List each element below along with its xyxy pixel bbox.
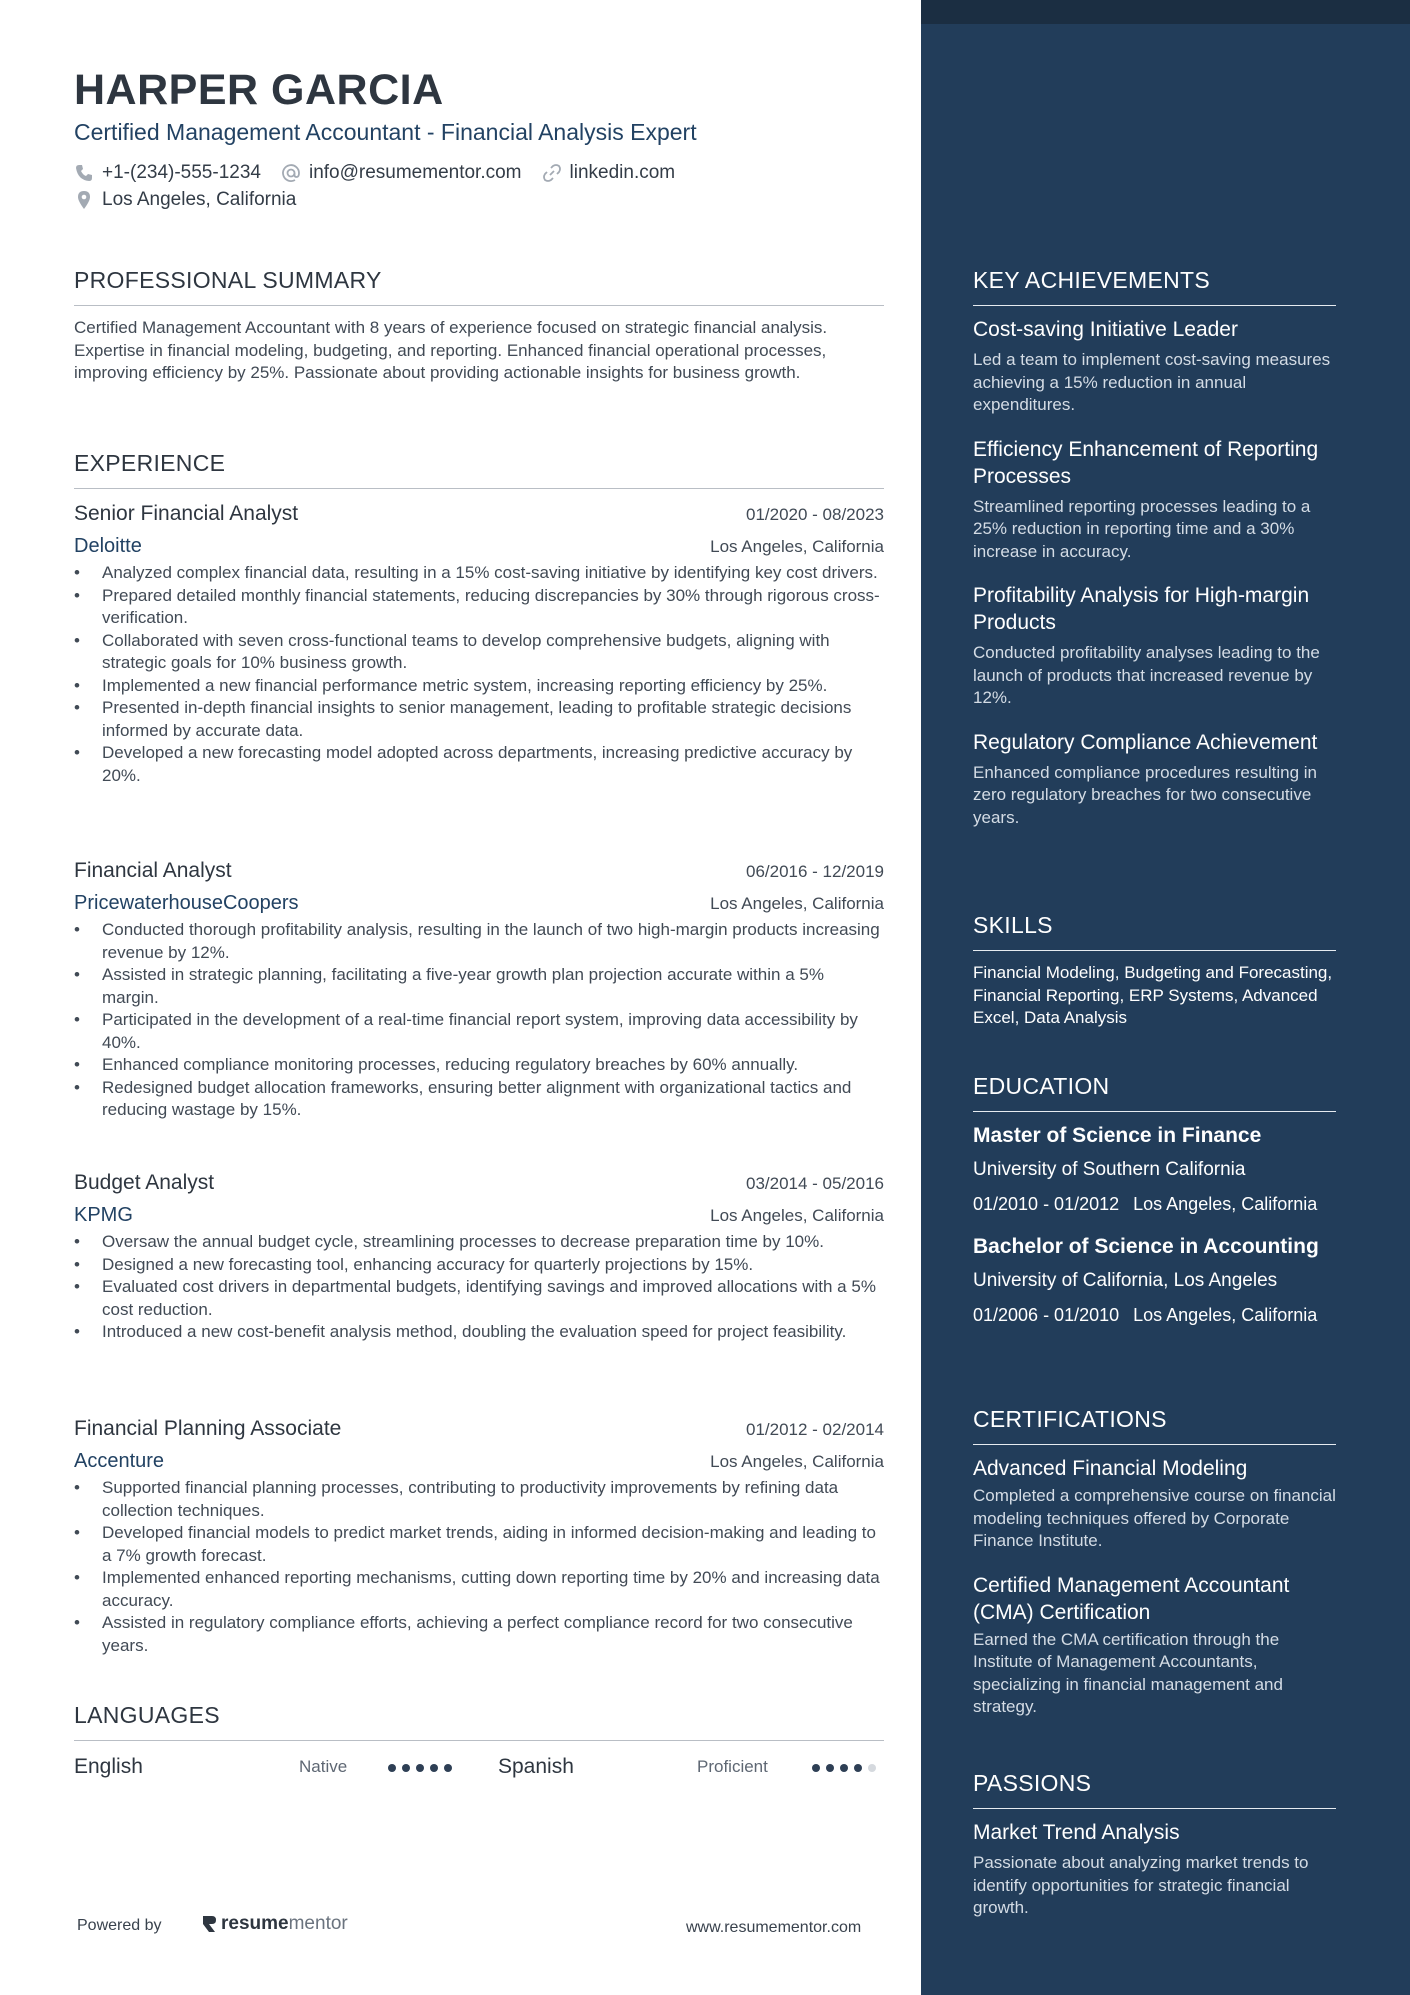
certification-desc: Completed a comprehensive course on financial modeling techniques offered by Corporate Finance Institute.	[973, 1486, 1336, 1550]
job-location: Los Angeles, California	[710, 1452, 884, 1471]
bullet-item: • Participated in the development of a real-time financial report system, improving data accessibility by 40%.	[74, 1009, 884, 1054]
job-dates: 01/2020 - 08/2023	[745, 505, 884, 524]
rating-dot-filled	[840, 1764, 848, 1772]
rating-dot-filled	[826, 1764, 834, 1772]
achievement-desc: Led a team to implement cost-saving measures achieving a 15% reduction in annual expenditures.	[973, 350, 1331, 414]
experience-header	[74, 448, 884, 489]
email-text: info@resumementor.com	[308, 162, 522, 183]
location-pin-icon	[74, 190, 94, 210]
bullet-item: • Assisted in strategic planning, facilitating a five-year growth plan projection accurate within a 5% margin.	[74, 964, 884, 1009]
education-location: Los Angeles, California	[1133, 1305, 1318, 1325]
job-dates: 03/2014 - 05/2016	[745, 1174, 884, 1193]
certification-title: Advanced Financial Modeling	[973, 1457, 1248, 1480]
bullet-item: • Redesigned budget allocation frameworks, ensuring better alignment with organizational tactics and reducing wastage by 15%.	[74, 1077, 884, 1122]
at-icon	[281, 163, 301, 183]
bullet-item: • Evaluated cost drivers in departmental budgets, identifying savings and improved allocations with a 5% cost reduction.	[74, 1276, 884, 1321]
achievement-title: Efficiency Enhancement of Reporting Processes	[973, 437, 1319, 488]
job-location: Los Angeles, California	[710, 537, 884, 556]
education-title: EDUCATION	[973, 1073, 1110, 1099]
certification-title: Certified Management Accountant (CMA) Certification	[973, 1573, 1290, 1624]
bullet-item: • Developed financial models to predict market trends, aiding in informed decision-making and leading to a 7% growth forecast.	[74, 1522, 884, 1567]
contact-location-item	[74, 187, 296, 213]
languages-header	[74, 1700, 884, 1741]
logo-mark-icon	[200, 1914, 218, 1934]
section-divider	[74, 1740, 884, 1741]
job-bullets	[74, 562, 884, 787]
job-location: Los Angeles, California	[710, 894, 884, 913]
achievement-desc: Enhanced compliance procedures resulting in zero regulatory breaches for two consecutive years.	[973, 762, 1317, 827]
job-bullets	[74, 1231, 884, 1344]
rating-dot-filled	[812, 1764, 820, 1772]
section-divider	[74, 488, 884, 489]
company-name: Deloitte	[74, 535, 142, 557]
certifications-section	[973, 1404, 1336, 1719]
rating-dot-filled	[854, 1764, 862, 1772]
logo-text-bold: resume	[221, 1913, 289, 1934]
summary-title: PROFESSIONAL SUMMARY	[74, 267, 382, 293]
certification-item	[973, 1455, 1336, 1553]
powered-by-label: Powered by	[77, 1917, 162, 1934]
achievement-title: Profitability Analysis for High-margin Products	[973, 584, 1310, 634]
job-location: Los Angeles, California	[710, 1206, 884, 1225]
link-icon	[542, 163, 562, 183]
passion-desc: Passionate about analyzing market trends to identify opportunities for strategic financial growth.	[973, 1853, 1309, 1917]
education-degree: Bachelor of Science in Accounting	[973, 1235, 1319, 1258]
sidebar	[921, 0, 1410, 1995]
achievement-desc: Streamlined reporting processes leading to a 25% reduction in reporting time and a 30% increase in accuracy.	[973, 496, 1311, 561]
bullet-item: • Developed a new forecasting model adopted across departments, increasing predictive accuracy by 20%.	[74, 742, 884, 787]
job-title: Budget Analyst	[74, 1171, 215, 1194]
job-entry	[74, 1169, 884, 1344]
language-rating	[388, 1764, 458, 1772]
education-location: Los Angeles, California	[1133, 1194, 1318, 1214]
bullet-item: • Prepared detailed monthly financial statements, reducing discrepancies by 30% through rigorous cross-verification.	[74, 585, 884, 630]
certifications-title: CERTIFICATIONS	[973, 1406, 1167, 1432]
bullet-item: • Oversaw the annual budget cycle, streamlining processes to decrease preparation time by 10%.	[74, 1231, 884, 1254]
rating-dot-filled	[388, 1764, 396, 1772]
job-entry	[74, 857, 884, 1122]
contact-linkedin[interactable]	[542, 160, 676, 186]
bullet-item: • Designed a new forecasting tool, enhancing accuracy for quarterly projections by 15%.	[74, 1254, 884, 1277]
job-bullets	[74, 1477, 884, 1657]
contact-row	[74, 160, 695, 186]
section-divider	[973, 1444, 1336, 1445]
summary-section	[74, 265, 884, 385]
achievement-item	[973, 316, 1336, 417]
bullet-item: • Introduced a new cost-benefit analysis method, doubling the evaluation speed for project feasibility.	[74, 1321, 884, 1344]
rating-dot-filled	[444, 1764, 452, 1772]
linkedin-text: linkedin.com	[569, 162, 676, 183]
languages-title: LANGUAGES	[74, 1702, 220, 1728]
job-entry	[74, 1415, 884, 1657]
passions-section	[973, 1768, 1336, 1920]
skills-text: Financial Modeling, Budgeting and Forecasting, Financial Reporting, ERP Systems, Advanced Excel, Data Analysis	[973, 963, 1333, 1027]
job-title: Financial Planning Associate	[74, 1417, 342, 1440]
education-section	[973, 1071, 1336, 1328]
resumementor-logo[interactable]	[200, 1913, 348, 1935]
bullet-item: • Presented in-depth financial insights to senior management, leading to profitable strategic decisions informed by accurate data.	[74, 697, 884, 742]
job-dates: 06/2016 - 12/2019	[745, 862, 884, 881]
language-name: English	[74, 1755, 143, 1778]
logo-text-light: mentor	[288, 1913, 348, 1934]
education-degree: Master of Science in Finance	[973, 1124, 1262, 1147]
education-meta	[973, 1302, 1336, 1328]
bullet-item: • Conducted thorough profitability analysis, resulting in the launch of two high-margin products increasing revenue by 12%.	[74, 919, 884, 964]
job-bullets	[74, 919, 884, 1122]
section-divider	[973, 1808, 1336, 1809]
achievements-section	[973, 265, 1336, 829]
bullet-item: • Assisted in regulatory compliance efforts, achieving a perfect compliance record for two consecutive years.	[74, 1612, 884, 1657]
skills-title: SKILLS	[973, 912, 1053, 938]
location-text: Los Angeles, California	[102, 189, 297, 210]
language-level: Proficient	[697, 1757, 768, 1776]
section-divider	[973, 950, 1336, 951]
achievement-title: Regulatory Compliance Achievement	[973, 730, 1318, 754]
education-meta	[973, 1191, 1336, 1217]
contact-email[interactable]	[281, 160, 522, 186]
achievement-title: Cost-saving Initiative Leader	[973, 318, 1238, 341]
achievements-title: KEY ACHIEVEMENTS	[973, 267, 1211, 293]
education-item	[973, 1233, 1336, 1328]
sidebar-topbar	[921, 0, 1410, 24]
footer-url[interactable]: www.resumementor.com	[686, 1919, 862, 1936]
bullet-item: • Analyzed complex financial data, resulting in a 15% cost-saving initiative by identifying key cost drivers.	[74, 562, 884, 585]
education-school: University of Southern California	[973, 1159, 1246, 1180]
section-divider	[973, 1111, 1336, 1112]
company-name: Accenture	[74, 1450, 165, 1472]
summary-text: Certified Management Accountant with 8 years of experience focused on strategic financial analysis. Expertise in financial modeling, budgeting, and reporting. Enhanced financial operational processes, improving efficiency by 25%. Passionate about providing actionable insights for business growth.	[74, 318, 828, 382]
job-title: Senior Financial Analyst	[74, 502, 299, 525]
rating-dot-filled	[430, 1764, 438, 1772]
phone-icon	[74, 163, 94, 183]
company-name: PricewaterhouseCoopers	[74, 892, 299, 914]
section-divider	[973, 305, 1336, 306]
job-entry	[74, 500, 884, 787]
job-dates: 01/2012 - 02/2014	[745, 1420, 884, 1439]
job-title: Financial Analyst	[74, 859, 232, 882]
certification-desc: Earned the CMA certification through the Institute of Management Accountants, specializing in financial management and strategy.	[973, 1629, 1283, 1716]
bullet-item: • Implemented a new financial performance metric system, increasing reporting efficiency by 25%.	[74, 675, 884, 698]
candidate-name: HARPER GARCIA	[74, 66, 444, 114]
languages-row	[74, 1752, 884, 1782]
rating-dot-filled	[402, 1764, 410, 1772]
contact-location	[74, 187, 316, 213]
education-dates: 01/2006 - 01/2010	[973, 1305, 1120, 1325]
company-name: KPMG	[74, 1204, 133, 1226]
skills-section	[973, 910, 1336, 1030]
contact-phone[interactable]	[74, 160, 261, 186]
achievement-item	[973, 436, 1336, 564]
rating-dot-empty	[868, 1764, 876, 1772]
passions-title: PASSIONS	[973, 1770, 1092, 1796]
achievement-item	[973, 729, 1336, 830]
bullet-item: • Collaborated with seven cross-functional teams to develop comprehensive budgets, aligning with strategic goals for 10% business growth.	[74, 630, 884, 675]
phone-text: +1-(234)-555-1234	[102, 162, 261, 183]
certification-item	[973, 1572, 1336, 1719]
achievement-item	[973, 582, 1336, 710]
experience-title: EXPERIENCE	[74, 450, 226, 476]
education-school: University of California, Los Angeles	[973, 1270, 1278, 1291]
passion-item	[973, 1819, 1336, 1920]
bullet-item: • Enhanced compliance monitoring processes, reducing regulatory breaches by 60% annually.	[74, 1054, 884, 1077]
bullet-item: • Supported financial planning processes, contributing to productivity improvements by refining data collection techniques.	[74, 1477, 884, 1522]
bullet-item: • Implemented enhanced reporting mechanisms, cutting down reporting time by 20% and increasing data accuracy.	[74, 1567, 884, 1612]
education-dates: 01/2010 - 01/2012	[973, 1194, 1120, 1214]
achievement-desc: Conducted profitability analyses leading to the launch of products that increased revenue by 12%.	[973, 643, 1320, 707]
rating-dot-filled	[416, 1764, 424, 1772]
language-level: Native	[299, 1757, 348, 1776]
headline: Certified Management Accountant - Financial Analysis Expert	[74, 119, 697, 145]
language-name: Spanish	[498, 1755, 574, 1778]
education-item	[973, 1122, 1336, 1217]
passion-title: Market Trend Analysis	[973, 1821, 1180, 1844]
section-divider	[74, 305, 884, 306]
language-rating	[812, 1764, 882, 1772]
